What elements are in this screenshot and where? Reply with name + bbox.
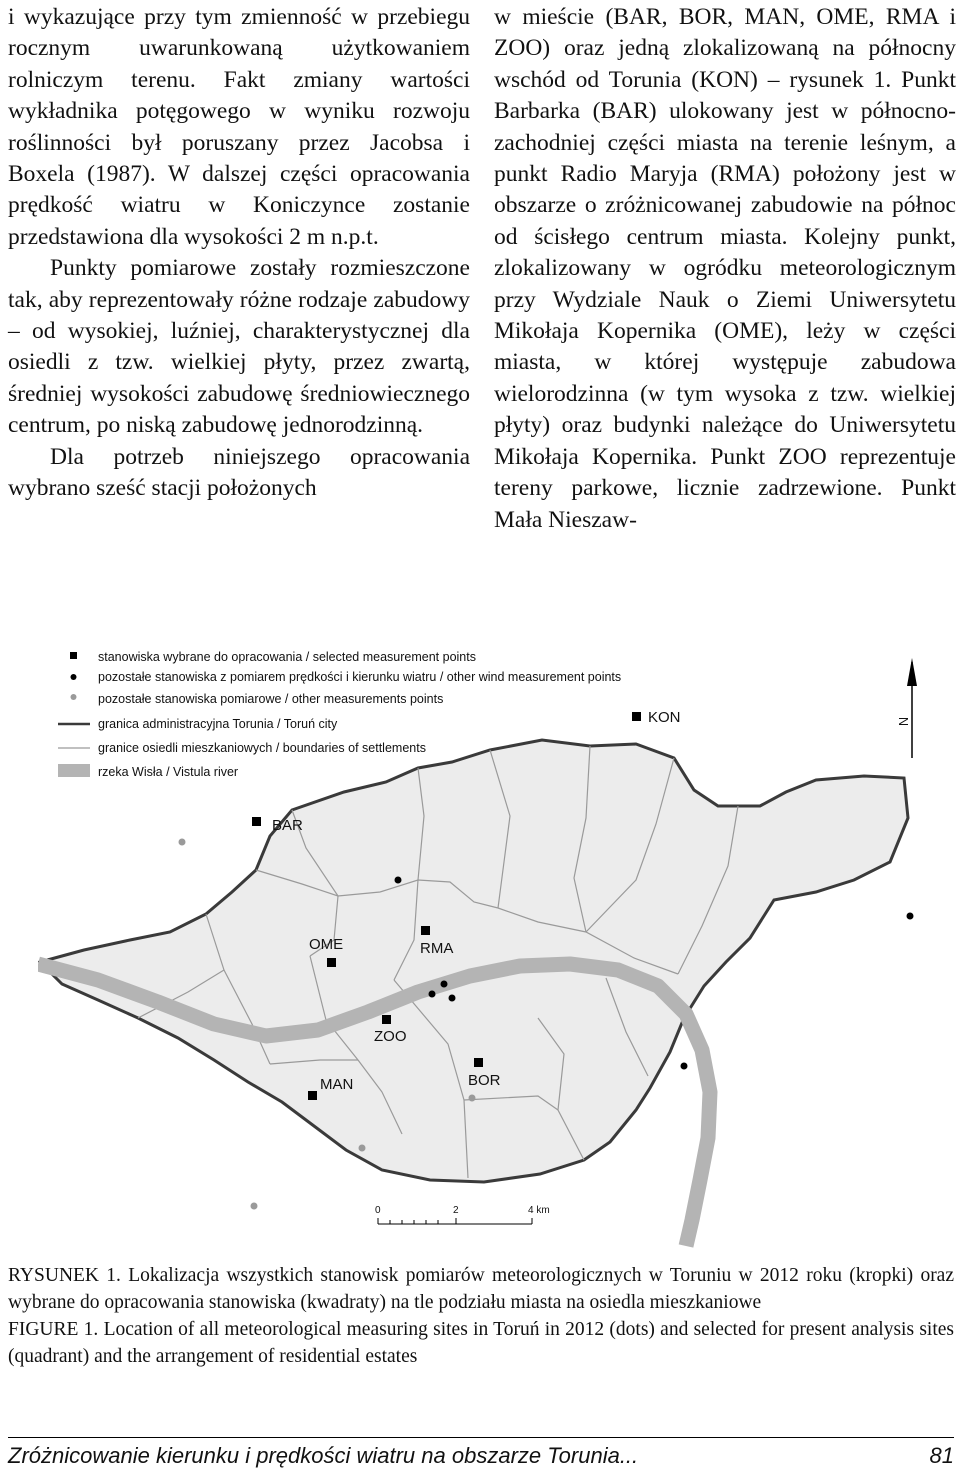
caption-english: FIGURE 1. Location of all meteorological measuring sites in Toruń in 2012 (dots) and selected for present analysis sites (quadrant) and the arrangement of residential estates	[8, 1319, 954, 1367]
page-number: 81	[929, 1443, 954, 1468]
page-footer	[8, 1437, 954, 1466]
footer-title: Zróżnicowanie kierunku i prędkości wiatru na obszarze Torunia...	[8, 1443, 639, 1468]
station-man-label: MAN	[320, 1076, 354, 1093]
scale-bar	[375, 1205, 550, 1224]
station-man-square-icon	[308, 1091, 317, 1100]
station-ome-label: OME	[309, 936, 344, 953]
scale-label-4: 4 km	[528, 1205, 550, 1216]
station-kon-square-icon	[632, 712, 641, 721]
wind-point	[429, 991, 436, 998]
right-column	[494, 2, 956, 536]
station-zoo-label: ZOO	[374, 1028, 407, 1045]
station-bar-label: BAR	[272, 817, 303, 834]
north-arrow	[897, 658, 917, 758]
other-point	[469, 1095, 476, 1102]
north-label: N	[897, 716, 911, 726]
wind-point	[907, 913, 914, 920]
legend-city-border: granica administracyjna Torunia / Toruń city	[98, 717, 338, 731]
scale-label-0: 0	[375, 1205, 381, 1216]
left-column	[8, 2, 470, 505]
right-paragraph-1: w mieście (BAR, BOR, MAN, OME, RMA i ZOO) oraz jedną zlokalizowaną na północny wschód od Torunia (KON) – rysunek 1. Punkt Barbarka (BAR) ulokowany jest w północno-zachodniej części miasta na terenie leśnym, a punkt Radio Maryja (RMA) położony jest w obszarze o zróżnicowanej zabudowie na północ od ścisłego centrum miasta. Kolejny punkt, zlokalizowany w ogródku meteorologicznym przy Wydziale Nauk o Ziemi Uniwersytetu Mikołaja Kopernika (OME), leży w części miasta, w której występuje zabudowa wielorodzinna (w tym wysoka z tzw. wielkiej płyty) oraz budynki należące do Uniwersytetu Mikołaja Kopernika. Punkt ZOO reprezentuje tereny parkowe, licznie zadrzewione. Punkt Mała Nieszaw-	[494, 4, 956, 533]
station-rma-label: RMA	[420, 940, 454, 957]
legend-river-icon	[58, 764, 90, 777]
left-paragraph-3: Dla potrzeb niniejszego opracowania wybrano sześć stacji położonych	[8, 443, 470, 502]
wind-point	[681, 1063, 688, 1070]
station-bar-square-icon	[252, 817, 261, 826]
station-kon-label: KON	[648, 709, 681, 726]
other-point	[359, 1145, 366, 1152]
figure-map	[38, 640, 922, 1252]
other-point	[179, 839, 186, 846]
legend-river: rzeka Wisła / Vistula river	[98, 765, 239, 779]
station-ome-square-icon	[327, 958, 336, 967]
wind-point	[449, 995, 456, 1002]
legend-settlements: granice osiedli mieszkaniowych / boundaries of settlements	[98, 741, 426, 755]
legend-selected: stanowiska wybrane do opracowania / selected measurement points	[98, 650, 476, 664]
left-paragraph-2: Punkty pomiarowe zostały rozmieszczone tak, aby reprezentowały różne rodzaje zabudowy – od wysokiej, luźniej, charakterystycznej dla osiedli z tzw. wielkiej płyty, przez zwartą, średniej wysokości zabudowę średniowiecznego centrum, po niską zabudowę jednorodzinną.	[8, 255, 470, 439]
scale-ticks	[378, 1218, 532, 1224]
caption-polish: RYSUNEK 1. Lokalizacja wszystkich stanowisk pomiarów meteorologicznych w Toruniu w 2012 roku (kropki) oraz wybrane do opracowania stanowiska (kwadraty) na tle podziału miasta na osiedla mieszkaniowe	[8, 1265, 954, 1313]
wind-point	[395, 877, 402, 884]
map-svg	[38, 640, 922, 1252]
north-arrow-head-icon	[907, 658, 917, 686]
station-bor-square-icon	[474, 1058, 483, 1067]
legend-other: pozostałe stanowiska pomiarowe / other measurements points	[98, 692, 444, 706]
legend-wind: pozostałe stanowiska z pomiarem prędkości i kierunku wiatru / other wind measurement points	[98, 670, 622, 684]
station-bor-label: BOR	[468, 1072, 501, 1089]
legend-grey-dot-icon	[71, 694, 77, 700]
scale-label-2: 2	[453, 1205, 459, 1216]
figure-caption	[8, 1262, 954, 1370]
other-point	[251, 1203, 258, 1210]
legend-black-dot-icon	[71, 674, 77, 680]
left-paragraph-1: i wykazujące przy tym zmienność w przebiegu rocznym uwarunkowaną użytkowaniem rolniczym terenu. Fakt zmiany wartości wykładnika potęgowego w wyniku rozwoju roślinności był poruszany przez Jacobsa i Boxela (1987). W dalszej części opracowania prędkość wiatru w Koniczynce zostanie przedstawiona dla wysokości 2 m n.p.t.	[8, 4, 470, 250]
wind-point	[441, 981, 448, 988]
station-rma-square-icon	[421, 926, 430, 935]
station-zoo-square-icon	[382, 1015, 391, 1024]
legend-square-icon	[70, 652, 77, 659]
city-boundary	[40, 740, 908, 1182]
